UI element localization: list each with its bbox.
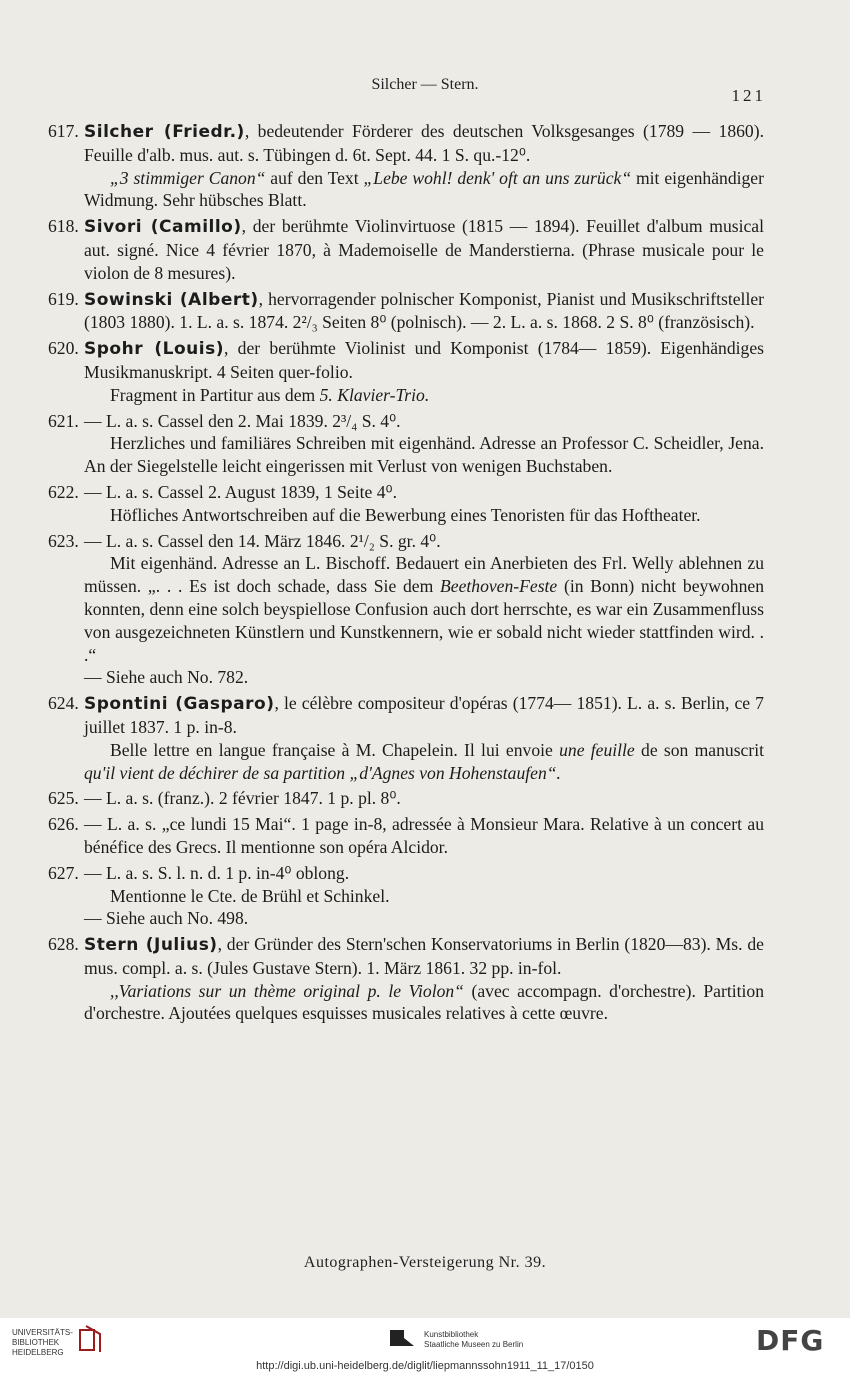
catalog-entry-620 — [48, 337, 764, 406]
catalog-entry-617 — [48, 120, 764, 212]
entry-italic: 5. Klavier-Trio. — [319, 384, 430, 405]
entry-number: 622. — [48, 481, 79, 502]
entry-italic: „3 stimmiger Canon“ — [110, 167, 266, 188]
uni-line: UNIVERSITÄTS- — [12, 1328, 73, 1337]
entry-italic: qu'il vient de déchirer de sa partition „d'Agnes von Hohenstaufen“. — [84, 762, 561, 783]
entry-number: 617. — [48, 121, 79, 141]
catalog-entry-622 — [48, 481, 764, 527]
entry-name: Silcher (Friedr.) — [84, 122, 245, 142]
see-also: — Siehe auch No. 498. — [84, 908, 249, 929]
entry-name: Spontini (Gasparo) — [84, 694, 275, 715]
entry-number: 628. — [48, 934, 79, 955]
entry-number: 625. — [48, 788, 79, 809]
entry-italic: Beethoven-Feste — [440, 576, 558, 597]
see-also: — Siehe auch No. 782. — [84, 667, 249, 688]
catalog-entry-625 — [48, 787, 764, 810]
entry-name: Sowinski (Albert) — [84, 289, 259, 310]
entry-head: — L. a. s. S. l. n. d. 1 p. in-4⁰ oblong. — [84, 862, 350, 883]
entry-number: 623. — [48, 530, 79, 551]
entry-head: , le célèbre compositeur d'opéras (1774— 1851). L. a. s. Berlin, ce 7 juillet 1837. 1 p. in-8. — [84, 693, 764, 737]
catalog-footer: Autographen-Versteigerung Nr. 39. — [303, 1254, 547, 1271]
entry-name: Spohr (Louis) — [84, 339, 224, 360]
entry-head: — L. a. s. „ce lundi 15 Mai“. 1 page in-8, adressée à Monsieur Mara. Relative à un concert au bénéfice des Grecs. Il mentionne son opéra Alcidor. — [84, 814, 764, 857]
entry-number: 627. — [48, 862, 79, 883]
entry-head: , hervorragender polnischer Komponist, Pianist und Musikschriftsteller (1803 1880). 1. L. a. s. 1874. 2²/₃ Seiten 8⁰ (polnisch). — 2. L. a. s. 1868. 2 S. 8⁰ (französisch). — [84, 288, 764, 333]
catalog-entry-623 — [48, 530, 764, 690]
entry-number: 626. — [48, 814, 79, 835]
catalog-entry-621 — [48, 410, 764, 478]
entry-number: 624. — [48, 693, 79, 714]
entry-text: Mentionne le Cte. de Brühl et Schinkel. — [110, 885, 390, 906]
entry-head: , bedeutender Förderer des deutschen Volksgesanges (1789 — 1860). Feuille d'alb. mus. aut. s. Tübingen d. 6t. Sept. 44. 1 S. qu.-12⁰. — [84, 121, 764, 165]
kunstbibliothek-logo-icon — [388, 1328, 416, 1350]
university-library-text — [12, 1328, 73, 1358]
entry-text: de son manuscrit — [634, 739, 765, 760]
kb-line: Staatliche Museen zu Berlin — [424, 1340, 524, 1349]
entry-head: — L. a. s. Cassel den 14. März 1846. 2¹/₂ S. gr. 4⁰. — [84, 530, 441, 551]
page-number: 121 — [731, 86, 766, 105]
dfg-logo: DFG — [756, 1324, 825, 1357]
entry-name: Stern (Julius) — [84, 935, 218, 956]
entry-text: Fragment in Partitur aus dem — [110, 384, 320, 405]
catalog-entry-626 — [48, 813, 764, 859]
entry-number: 619. — [48, 288, 79, 309]
entry-head: , der berühmte Violinvirtuose (1815 — 1894). Feuillet d'album musical aut. signé. Nice 4 février 1870, à Mademoiselle de Manderstierna. (Phrase musicale pour le violon de 8 mesures). — [84, 216, 764, 283]
entry-number: 620. — [48, 338, 79, 359]
running-header: Silcher — Stern. — [371, 76, 479, 93]
entry-head: — L. a. s. Cassel 2. August 1839, 1 Seite 4⁰. — [84, 481, 397, 502]
entry-italic: „Lebe wohl! denk' oft an uns zurück“ — [363, 167, 632, 188]
entry-number: 621. — [48, 410, 79, 431]
permalink-url[interactable]: http://digi.ub.uni-heidelberg.de/diglit/liepmannssohn1911_11_17/0150 — [256, 1360, 594, 1372]
entry-number: 618. — [48, 216, 79, 237]
entry-head: , der Gründer des Stern'schen Konservatoriums in Berlin (1820—83). Ms. de mus. compl. a. s. (Jules Gustave Stern). 1. März 1861. 32 pp. in-fol. — [84, 934, 764, 978]
entry-head: — L. a. s. (franz.). 2 février 1847. 1 p. pl. 8⁰. — [84, 788, 401, 809]
entry-italic: ,,Variations sur un thème original p. le Violon“ — [110, 980, 464, 1001]
entry-text: Belle lettre en langue française à M. Chapelein. Il lui envoie — [110, 739, 560, 760]
catalog-entry-627 — [48, 862, 764, 930]
entry-text: Höfliches Antwortschreiben auf die Bewerbung eines Tenoristen für das Hoftheater. — [110, 504, 701, 525]
entry-head: , der berühmte Violinist und Komponist (1784— 1859). Eigenhändiges Musikmanuskript. 4 Seiten quer-folio. — [84, 338, 764, 382]
uni-line: BIBLIOTHEK — [12, 1338, 60, 1347]
kunstbibliothek-text — [424, 1330, 523, 1350]
kb-line: Kunstbibliothek — [424, 1330, 479, 1339]
catalog-entry-618 — [48, 215, 764, 284]
entry-text: Herzliches und familiäres Schreiben mit eigenhänd. Adresse an Professor C. Scheidler, Jena. An der Siegelstelle leicht eingerissen mit Verlust von wenigen Buchstaben. — [84, 433, 764, 477]
entry-text: auf den Text — [265, 167, 364, 188]
entry-name: Sivori (Camillo) — [84, 217, 242, 238]
catalog-entry-619 — [48, 288, 764, 335]
entry-text: Mit eigenhänd. Adresse an L. Bischoff. Bedauert ein Anerbieten des Frl. Welly ablehnen zu müssen. „. . . Es ist doch schade, dass Sie dem — [84, 553, 764, 597]
catalog-entry-624 — [48, 692, 764, 784]
catalog-body — [48, 120, 764, 1028]
university-logo-icon — [78, 1324, 104, 1354]
entry-text: (avec accompagn. d'orchestre). Partition d'orchestre. Ajoutées quelques esquisses musicales relatives à cette œuvre. — [84, 980, 764, 1024]
entry-text: mit eigenhändiger Widmung. Sehr hübsches Blatt. — [84, 167, 764, 211]
uni-line: HEIDELBERG — [12, 1348, 64, 1357]
catalog-entry-628 — [48, 933, 764, 1025]
entry-text: (in Bonn) nicht beywohnen konnten, denn eine solch beyspiellose Confusion auch dort herrschte, es war ein Zusammenfluss von ausgezeichneten Künstlern und Kunstkennern, wie er sobald nicht wieder stattfinden wird. . .“ — [84, 576, 764, 665]
entry-italic: une feuille — [559, 739, 635, 760]
entry-head: — L. a. s. Cassel den 2. Mai 1839. 2³/₄ S. 4⁰. — [84, 410, 401, 431]
